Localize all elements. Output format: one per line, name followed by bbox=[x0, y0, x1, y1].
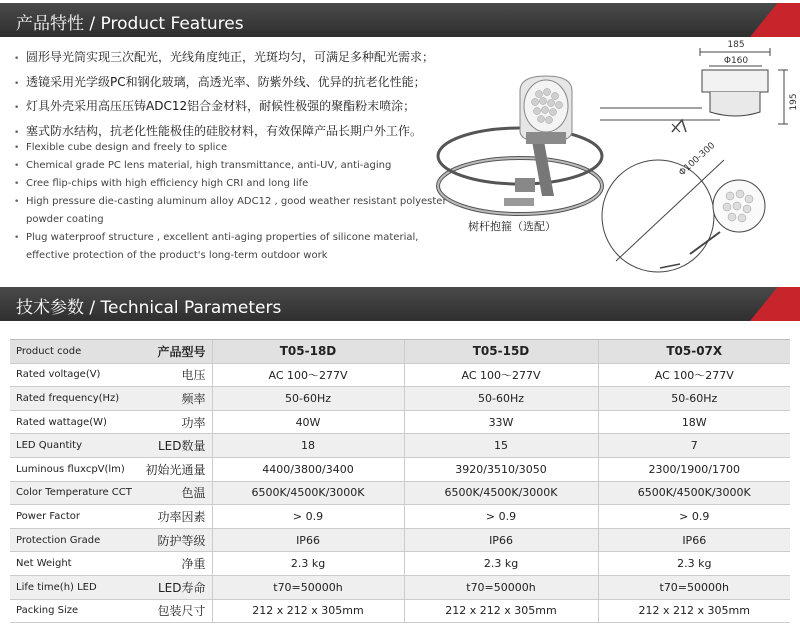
param-label-cn: 电压 bbox=[134, 363, 212, 387]
param-value: 4400/3800/3400 bbox=[212, 457, 404, 481]
header-cn: 产品型号 bbox=[134, 340, 212, 364]
param-value: > 0.9 bbox=[598, 505, 790, 529]
param-label-en: Luminous fluxcpV(lm) bbox=[10, 457, 134, 481]
dim-width-label: 185 bbox=[727, 40, 745, 50]
feature-cn-item: • 塞式防水结构，抗老化性能极佳的硅胶材料，有效保障产品长期户外工作。 bbox=[14, 123, 423, 138]
bracket-caption: 树杆抱箍（选配） bbox=[468, 220, 556, 233]
feature-en-continuation: powder coating bbox=[26, 214, 104, 225]
feature-en-item: • Flexible cube design and freely to splice bbox=[14, 142, 228, 153]
param-value: 6500K/4500K/3000K bbox=[598, 481, 790, 505]
param-value: 2.3 kg bbox=[598, 552, 790, 576]
banner-accent bbox=[750, 3, 800, 37]
dim-height-label: 195 bbox=[789, 93, 799, 111]
param-label-cn: 功率因素 bbox=[134, 505, 212, 529]
table-row bbox=[10, 599, 790, 623]
header-en: Product code bbox=[10, 340, 134, 364]
param-value: 2.3 kg bbox=[404, 552, 598, 576]
param-label-en: LED Quantity bbox=[10, 434, 134, 458]
param-label-en: Net Weight bbox=[10, 552, 134, 576]
table-row bbox=[10, 481, 790, 505]
table-row bbox=[10, 410, 790, 434]
param-label-cn: 初始光通量 bbox=[134, 457, 212, 481]
param-value: AC 100～277V bbox=[598, 363, 790, 387]
model-header: T05-07X bbox=[598, 340, 790, 364]
param-label-cn: LED数量 bbox=[134, 434, 212, 458]
param-value: t70=50000h bbox=[598, 575, 790, 599]
param-value: 2300/1900/1700 bbox=[598, 457, 790, 481]
dimension-drawing bbox=[600, 48, 788, 132]
param-value: > 0.9 bbox=[404, 505, 598, 529]
param-value: IP66 bbox=[212, 528, 404, 552]
features-list-cn bbox=[14, 46, 434, 144]
param-label-en: Packing Size bbox=[10, 599, 134, 623]
param-label-cn: 功率 bbox=[134, 410, 212, 434]
section-banner-parameters bbox=[0, 287, 800, 321]
param-value: 6500K/4500K/3000K bbox=[212, 481, 404, 505]
section-title-parameters: 技术参数 / Technical Parameters bbox=[16, 298, 282, 318]
param-label-en: Rated wattage(W) bbox=[10, 410, 134, 434]
param-value: 212 x 212 x 305mm bbox=[598, 599, 790, 623]
model-header: T05-18D bbox=[212, 340, 404, 364]
param-value: 15 bbox=[404, 434, 598, 458]
param-value: t70=50000h bbox=[404, 575, 598, 599]
param-value: 7 bbox=[598, 434, 790, 458]
feature-cn-item: • 灯具外壳采用高压压铸ADC12铝合金材料，耐候性极强的聚酯粉末喷涂； bbox=[14, 99, 416, 113]
param-label-cn: 防护等级 bbox=[134, 528, 212, 552]
param-value: 18W bbox=[598, 410, 790, 434]
feature-en-item: • Chemical grade PC lens material, high transmittance, anti-UV, anti-aging bbox=[14, 160, 392, 171]
pole-bracket-illustration bbox=[438, 128, 602, 214]
table-row bbox=[10, 387, 790, 411]
dim-pole-label: Φ100-300 bbox=[677, 140, 718, 179]
table-row bbox=[10, 363, 790, 387]
param-label-cn: LED寿命 bbox=[134, 575, 212, 599]
model-header: T05-15D bbox=[404, 340, 598, 364]
param-label-en: Rated frequency(Hz) bbox=[10, 387, 134, 411]
param-value: AC 100～277V bbox=[404, 363, 598, 387]
table-row bbox=[10, 528, 790, 552]
param-label-en: Protection Grade bbox=[10, 528, 134, 552]
param-value: IP66 bbox=[598, 528, 790, 552]
param-label-cn: 净重 bbox=[134, 552, 212, 576]
param-value: > 0.9 bbox=[212, 505, 404, 529]
table-row bbox=[10, 552, 790, 576]
section-banner-features bbox=[0, 3, 800, 37]
param-value: AC 100～277V bbox=[212, 363, 404, 387]
feature-en-item: • High pressure die-casting aluminum alloy ADC12 , good weather resistant polyester bbox=[14, 196, 447, 207]
param-label-en: Rated voltage(V) bbox=[10, 363, 134, 387]
product-drawings bbox=[420, 36, 800, 276]
param-value: 6500K/4500K/3000K bbox=[404, 481, 598, 505]
param-value: IP66 bbox=[404, 528, 598, 552]
table-header-row bbox=[10, 340, 790, 364]
param-value: t70=50000h bbox=[212, 575, 404, 599]
param-value: 33W bbox=[404, 410, 598, 434]
feature-cn-item: • 圆形导光筒实现三次配光，光线角度纯正，光斑均匀，可满足多种配光需求； bbox=[14, 50, 435, 64]
dim-diameter-label: Φ160 bbox=[723, 56, 749, 66]
param-value: 3920/3510/3050 bbox=[404, 457, 598, 481]
param-label-cn: 色温 bbox=[134, 481, 212, 505]
param-label-en: Life time(h) LED bbox=[10, 575, 134, 599]
param-label-cn: 频率 bbox=[134, 387, 212, 411]
features-list-en bbox=[14, 139, 447, 265]
param-value: 212 x 212 x 305mm bbox=[212, 599, 404, 623]
param-value: 2.3 kg bbox=[212, 552, 404, 576]
table-row bbox=[10, 434, 790, 458]
param-value: 40W bbox=[212, 410, 404, 434]
param-value: 50-60Hz bbox=[598, 387, 790, 411]
feature-en-item: • Plug waterproof structure , excellent anti-aging properties of silicone material, bbox=[14, 232, 419, 243]
param-label-cn: 包装尺寸 bbox=[134, 599, 212, 623]
lamp-head-illustration bbox=[520, 76, 572, 144]
table-row bbox=[10, 457, 790, 481]
param-value: 50-60Hz bbox=[404, 387, 598, 411]
table-row bbox=[10, 575, 790, 599]
feature-cn-item: • 透镜采用光学级PC和钢化玻璃，高透光率、防紫外线、优异的抗老化性能； bbox=[14, 74, 426, 89]
feature-en-item: • Cree flip-chips with high efficiency high CRI and long life bbox=[14, 178, 309, 189]
table-row bbox=[10, 505, 790, 529]
banner-accent bbox=[750, 287, 800, 321]
param-label-en: Color Temperature CCT bbox=[10, 481, 134, 505]
parameters-table bbox=[10, 339, 790, 623]
param-label-en: Power Factor bbox=[10, 505, 134, 529]
param-value: 50-60Hz bbox=[212, 387, 404, 411]
param-value: 18 bbox=[212, 434, 404, 458]
param-value: 212 x 212 x 305mm bbox=[404, 599, 598, 623]
section-title-features: 产品特性 / Product Features bbox=[16, 14, 244, 34]
feature-en-continuation: effective protection of the product's long-term outdoor work bbox=[26, 250, 328, 261]
